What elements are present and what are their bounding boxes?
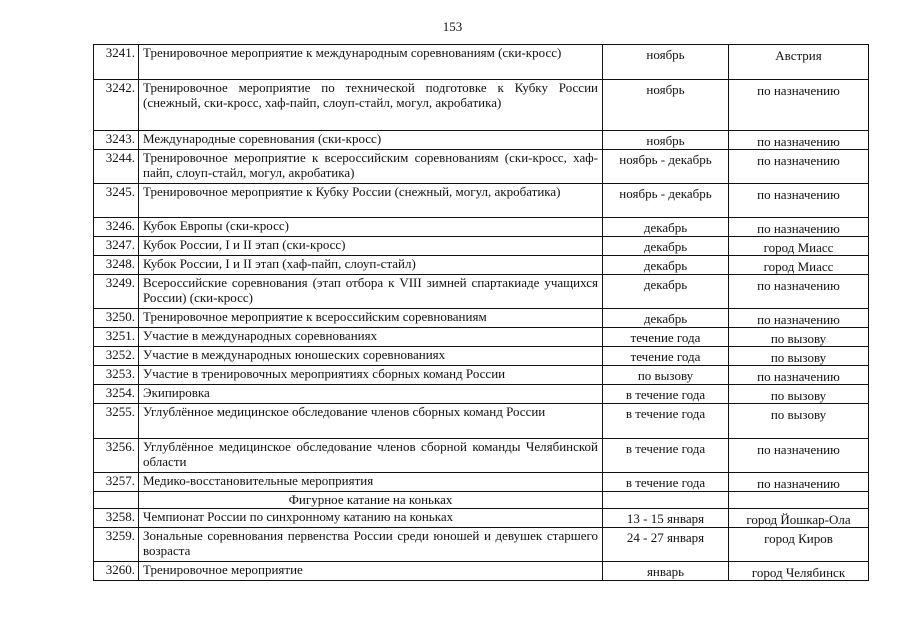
event-place: город Миасс <box>729 237 869 256</box>
table-row <box>94 473 869 492</box>
event-name: Углублённое медицинское обследование членов сборных команд России <box>139 404 603 439</box>
event-place: город Челябинск <box>729 562 869 581</box>
event-name: Международные соревнования (ски-кросс) <box>139 131 603 150</box>
table-row <box>94 150 869 184</box>
event-date: ноябрь <box>603 131 729 150</box>
event-place: Австрия <box>729 45 869 80</box>
event-place <box>729 492 869 509</box>
event-date: ноябрь <box>603 45 729 80</box>
table-row <box>94 328 869 347</box>
event-place: по вызову <box>729 404 869 439</box>
table-row <box>94 275 869 309</box>
row-number: 3258. <box>94 509 139 528</box>
event-name: Участие в международных соревнованиях <box>139 328 603 347</box>
event-place: по назначению <box>729 80 869 131</box>
table-row <box>94 385 869 404</box>
row-number: 3243. <box>94 131 139 150</box>
event-date: декабрь <box>603 309 729 328</box>
table-row <box>94 562 869 581</box>
row-number: 3247. <box>94 237 139 256</box>
row-number: 3253. <box>94 366 139 385</box>
row-number: 3259. <box>94 528 139 562</box>
event-place: по назначению <box>729 275 869 309</box>
event-name: Медико-восстановительные мероприятия <box>139 473 603 492</box>
row-number: 3241. <box>94 45 139 80</box>
event-place: по назначению <box>729 473 869 492</box>
event-name: Участие в международных юношеских соревнованиях <box>139 347 603 366</box>
event-place: по назначению <box>729 366 869 385</box>
event-date: ноябрь - декабрь <box>603 184 729 218</box>
event-date: в течение года <box>603 385 729 404</box>
event-name: Кубок России, I и II этап (хаф-пайп, слоуп-стайл) <box>139 256 603 275</box>
row-number: 3250. <box>94 309 139 328</box>
table-row <box>94 366 869 385</box>
table-row <box>94 509 869 528</box>
event-name: Экипировка <box>139 385 603 404</box>
row-number: 3260. <box>94 562 139 581</box>
event-name: Всероссийские соревнования (этап отбора к VIII зимней спартакиаде учащихся России) (ски-кросс) <box>139 275 603 309</box>
table-row <box>94 404 869 439</box>
event-place: по назначению <box>729 150 869 184</box>
row-number: 3248. <box>94 256 139 275</box>
row-number: 3252. <box>94 347 139 366</box>
row-number: 3257. <box>94 473 139 492</box>
event-name: Участие в тренировочных мероприятиях сборных команд России <box>139 366 603 385</box>
event-name: Тренировочное мероприятие к всероссийским соревнованиям <box>139 309 603 328</box>
table-row <box>94 45 869 80</box>
event-name: Чемпионат России по синхронному катанию на коньках <box>139 509 603 528</box>
event-name: Тренировочное мероприятие к международным соревнованиям (ски-кросс) <box>139 45 603 80</box>
row-number: 3255. <box>94 404 139 439</box>
event-place: по назначению <box>729 439 869 473</box>
event-name: Углублённое медицинское обследование членов сборной команды Челябинской области <box>139 439 603 473</box>
event-place: по вызову <box>729 347 869 366</box>
table-row <box>94 347 869 366</box>
event-date: январь <box>603 562 729 581</box>
event-place: по вызову <box>729 385 869 404</box>
event-name: Тренировочное мероприятие по технической подготовке к Кубку России (снежный, ски-кросс, хаф-пайп, слоуп-стайл, могул, акробатика) <box>139 80 603 131</box>
event-place: по назначению <box>729 184 869 218</box>
table-row <box>94 256 869 275</box>
row-number: 3244. <box>94 150 139 184</box>
event-date: в течение года <box>603 439 729 473</box>
row-number: 3254. <box>94 385 139 404</box>
section-row <box>94 492 869 509</box>
event-place: город Киров <box>729 528 869 562</box>
row-number <box>94 492 139 509</box>
table-row <box>94 237 869 256</box>
event-place: по вызову <box>729 328 869 347</box>
page-number: 153 <box>442 19 463 34</box>
event-name: Тренировочное мероприятие к Кубку России (снежный, могул, акробатика) <box>139 184 603 218</box>
event-name: Кубок Европы (ски-кросс) <box>139 218 603 237</box>
event-place: по назначению <box>729 218 869 237</box>
event-place: по назначению <box>729 309 869 328</box>
event-name: Кубок России, I и II этап (ски-кросс) <box>139 237 603 256</box>
event-date: в течение года <box>603 404 729 439</box>
event-date: ноябрь - декабрь <box>603 150 729 184</box>
table-row <box>94 80 869 131</box>
event-date: 13 - 15 января <box>603 509 729 528</box>
row-number: 3256. <box>94 439 139 473</box>
event-date <box>603 492 729 509</box>
event-name: Тренировочное мероприятие <box>139 562 603 581</box>
event-date: по вызову <box>603 366 729 385</box>
event-place: город Миасс <box>729 256 869 275</box>
event-place: по назначению <box>729 131 869 150</box>
row-number: 3246. <box>94 218 139 237</box>
event-name: Зональные соревнования первенства России среди юношей и девушек старшего возраста <box>139 528 603 562</box>
event-date: течение года <box>603 347 729 366</box>
table-row <box>94 439 869 473</box>
row-number: 3245. <box>94 184 139 218</box>
row-number: 3242. <box>94 80 139 131</box>
table-row <box>94 218 869 237</box>
table-row <box>94 309 869 328</box>
table-row <box>94 131 869 150</box>
event-date: декабрь <box>603 275 729 309</box>
event-date: ноябрь <box>603 80 729 131</box>
row-number: 3249. <box>94 275 139 309</box>
event-date: декабрь <box>603 256 729 275</box>
events-table <box>93 44 869 581</box>
event-date: в течение года <box>603 473 729 492</box>
event-date: течение года <box>603 328 729 347</box>
table-row <box>94 528 869 562</box>
event-date: 24 - 27 января <box>603 528 729 562</box>
row-number: 3251. <box>94 328 139 347</box>
event-name: Тренировочное мероприятие к всероссийским соревнованиям (ски-кросс, хаф-пайп, слоуп-стайл, могул, акробатика) <box>139 150 603 184</box>
event-date: декабрь <box>603 237 729 256</box>
event-place: город Йошкар-Ола <box>729 509 869 528</box>
table-row <box>94 184 869 218</box>
event-name: Фигурное катание на коньках <box>139 492 603 509</box>
event-date: декабрь <box>603 218 729 237</box>
